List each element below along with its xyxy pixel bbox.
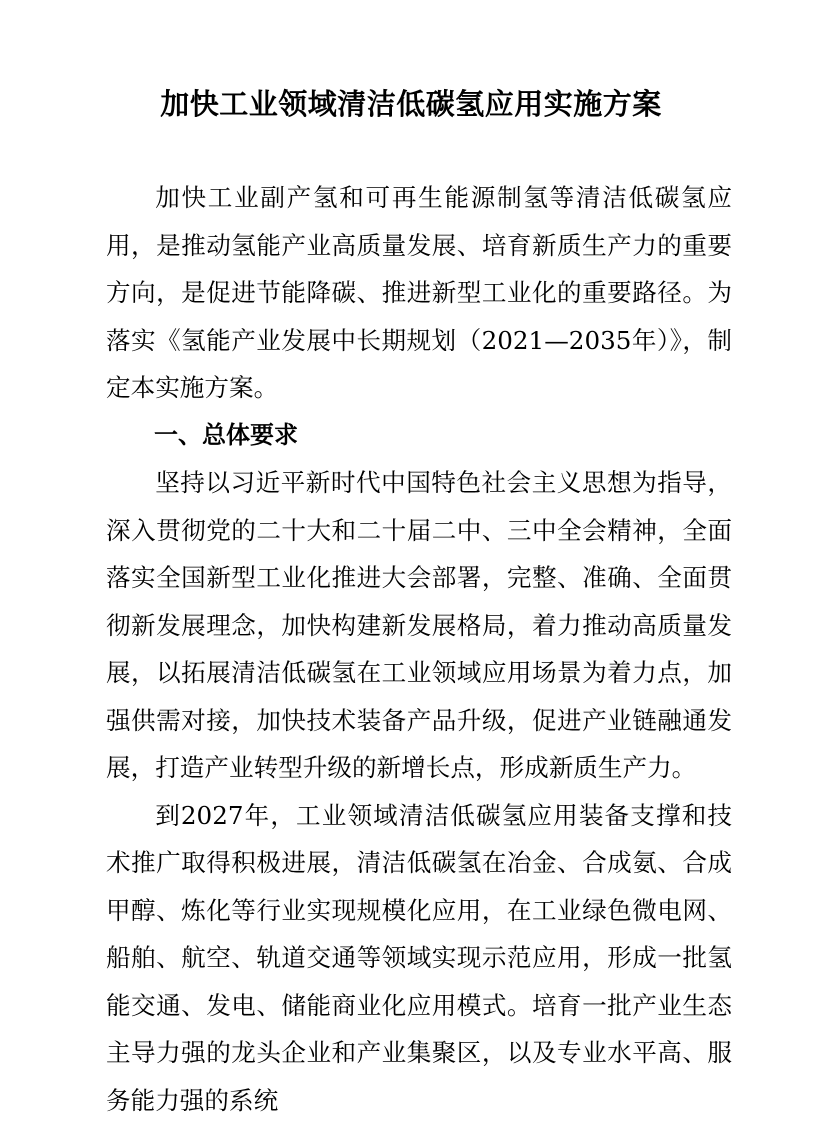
section-heading: 一、总体要求 <box>106 412 732 460</box>
document-title: 加快工业领域清洁低碳氢应用实施方案 <box>0 82 822 126</box>
targets-2027-paragraph: 到2027年，工业领域清洁低碳氢应用装备支撑和技术推广取得积极进展，清洁低碳氢在冶金、合成氨、合成甲醇、炼化等行业实现规模化应用，在工业绿色微电网、船舶、航空、轨道交通等领域实现示范应用，形成一批氢能交通、发电、储能商业化应用模式。培育一批产业生态主导力强的龙头企业和产业集聚区，以及专业水平高、服务能力强的系统 <box>106 792 732 1124</box>
intro-paragraph: 加快工业副产氢和可再生能源制氢等清洁低碳氢应用，是推动氢能产业高质量发展、培育新质生产力的重要方向，是促进节能降碳、推进新型工业化的重要路径。为落实《氢能产业发展中长期规划（2021—2035年）》，制定本实施方案。 <box>106 174 732 412</box>
document-body <box>106 174 732 1124</box>
guiding-principle-paragraph: 坚持以习近平新时代中国特色社会主义思想为指导，深入贯彻党的二十大和二十届二中、三中全会精神，全面落实全国新型工业化推进大会部署，完整、准确、全面贯彻新发展理念，加快构建新发展格局，着力推动高质量发展，以拓展清洁低碳氢在工业领域应用场景为着力点，加强供需对接，加快技术装备产品升级，促进产业链融通发展，打造产业转型升级的新增长点，形成新质生产力。 <box>106 459 732 792</box>
